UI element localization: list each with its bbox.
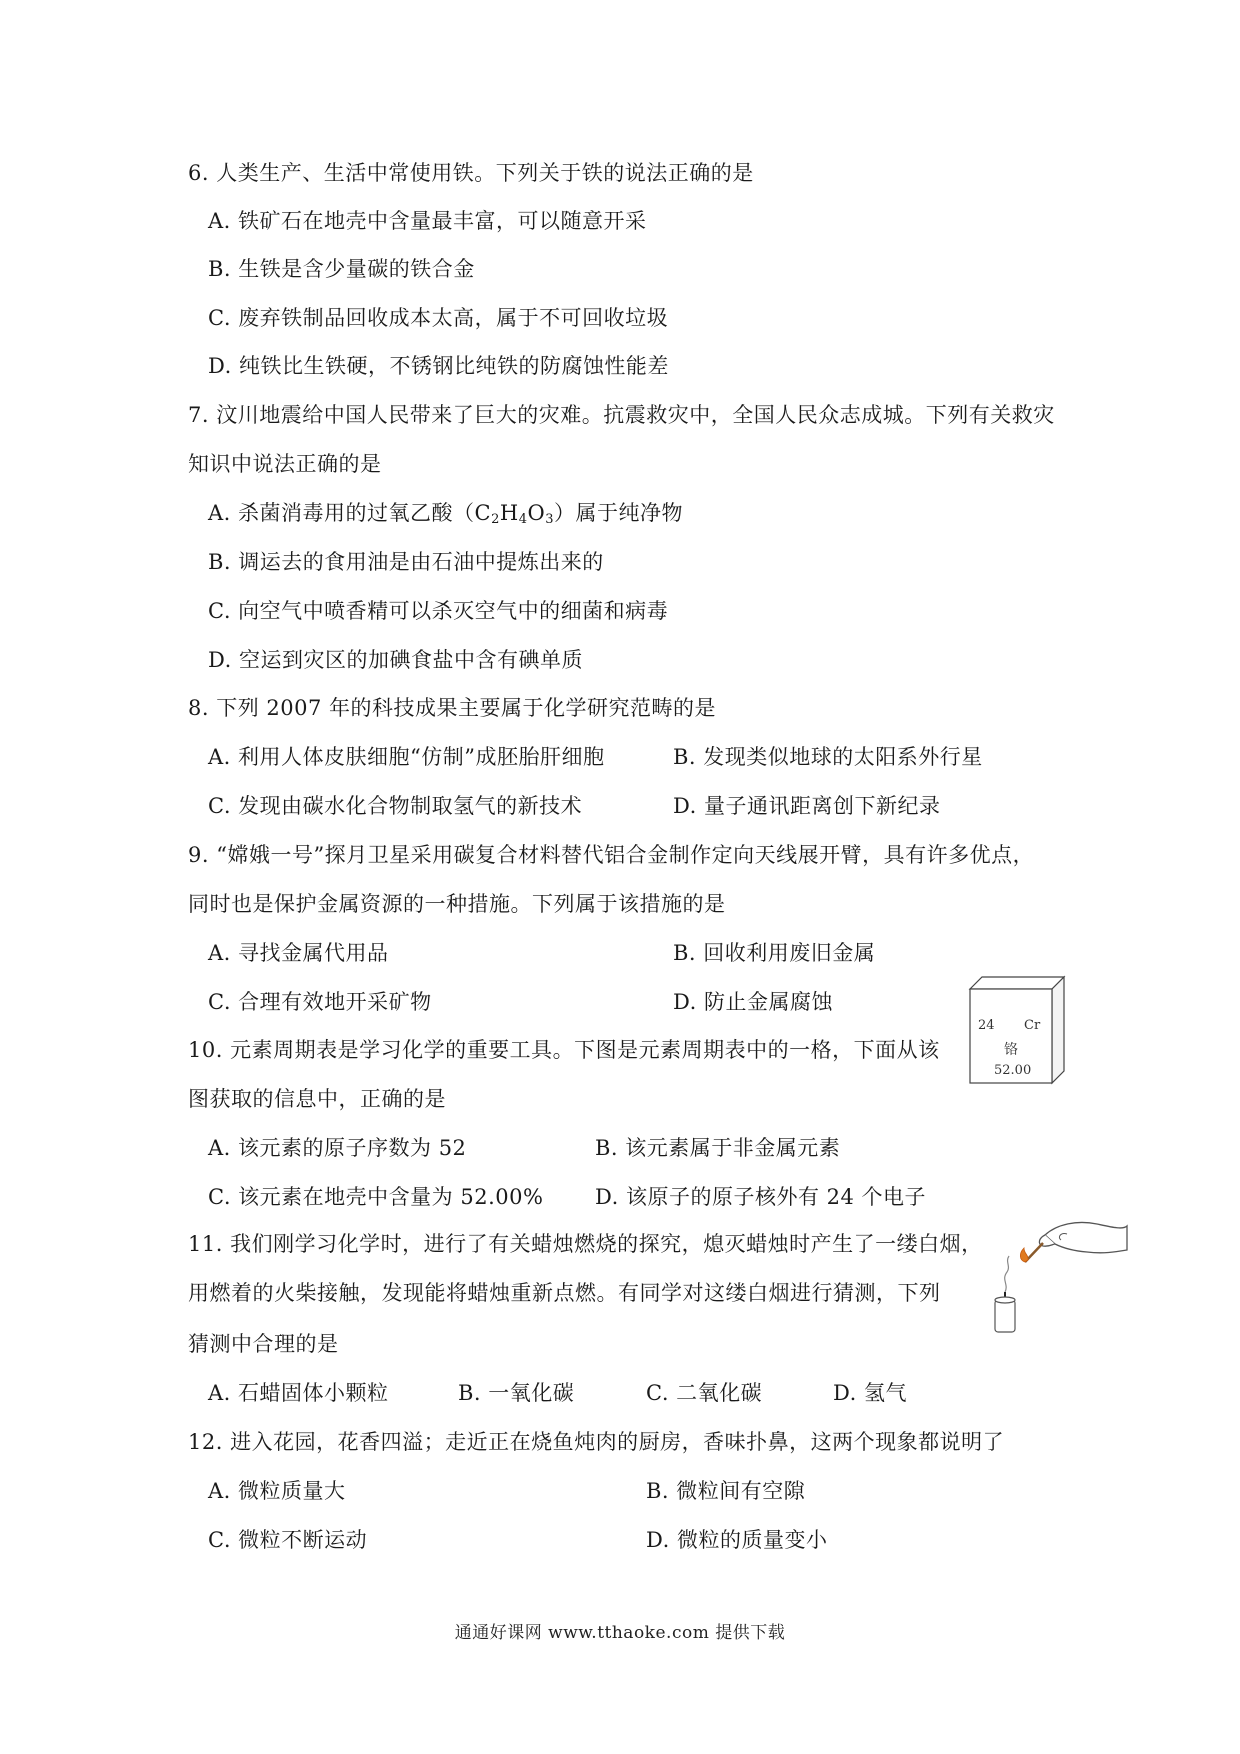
question-9-stem-cont: 同时也是保护金属资源的一种措施。下列属于该措施的是 [188, 892, 726, 916]
q7a-mid1: H [499, 501, 519, 525]
question-8-option-b: B. 发现类似地球的太阳系外行星 [673, 745, 983, 769]
question-7-stem-cont: 知识中说法正确的是 [188, 452, 382, 476]
question-7-stem: 7. 汶川地震给中国人民带来了巨大的灾难。抗震救灾中，全国人民众志成城。下列有关救灾 [188, 403, 1055, 427]
question-9-option-a: A. 寻找金属代用品 [208, 941, 389, 965]
question-8-stem: 8. 下列 2007 年的科技成果主要属于化学研究范畴的是 [188, 696, 717, 720]
question-11-stem-cont2: 猜测中合理的是 [188, 1332, 339, 1356]
question-12-option-b: B. 微粒间有空隙 [646, 1479, 806, 1503]
element-name: 铬 [1004, 1042, 1018, 1058]
page-footer: 通通好课网 www.tthaoke.com 提供下载 [454, 1623, 786, 1643]
q7a-mid2: O [527, 501, 546, 525]
question-11-option-d: D. 氢气 [833, 1381, 907, 1405]
element-symbol: Cr [1024, 1018, 1041, 1033]
question-7-option-a [208, 498, 683, 528]
question-12-option-a: A. 微粒质量大 [208, 1479, 346, 1503]
question-10-option-d: D. 该原子的原子核外有 24 个电子 [595, 1185, 927, 1209]
element-cell-figure [968, 975, 1066, 1085]
question-10-option-a: A. 该元素的原子序数为 52 [208, 1136, 467, 1160]
candle-match-icon [975, 1210, 1130, 1335]
question-9-option-b: B. 回收利用废旧金属 [673, 941, 876, 965]
question-9-stem: 9. “嫦娥一号”探月卫星采用碳复合材料替代铝合金制作定向天线展开臂，具有许多优点， [188, 843, 1035, 867]
question-6-option-c: C. 废弃铁制品回收成本太高，属于不可回收垃圾 [208, 306, 669, 330]
element-mass: 52.00 [994, 1063, 1032, 1078]
question-7-option-c: C. 向空气中喷香精可以杀灭空气中的细菌和病毒 [208, 599, 669, 623]
question-10-option-c: C. 该元素在地壳中含量为 52.00% [208, 1185, 544, 1209]
question-7-option-b: B. 调运去的食用油是由石油中提炼出来的 [208, 550, 604, 574]
question-10-option-b: B. 该元素属于非金属元素 [595, 1136, 841, 1160]
q7a-pre: A. 杀菌消毒用的过氧乙酸（C [208, 501, 492, 525]
question-11-option-a: A. 石蜡固体小颗粒 [208, 1381, 389, 1405]
question-11-option-b: B. 一氧化碳 [458, 1381, 575, 1405]
question-8-option-d: D. 量子通讯距离创下新纪录 [673, 794, 941, 818]
question-11-stem: 11. 我们刚学习化学时，进行了有关蜡烛燃烧的探究，熄灭蜡烛时产生了一缕白烟， [188, 1232, 983, 1256]
q7a-post: ）属于纯净物 [553, 501, 683, 525]
question-11-stem-cont: 用燃着的火柴接触，发现能将蜡烛重新点燃。有同学对这缕白烟进行猜测，下列 [188, 1281, 941, 1305]
question-8-option-a: A. 利用人体皮肤细胞“仿制”成胚胎肝细胞 [208, 745, 605, 769]
question-12-option-d: D. 微粒的质量变小 [646, 1528, 828, 1552]
q7a-sub3: 3 [545, 512, 554, 527]
candle-match-figure [975, 1210, 1130, 1335]
question-10-stem-cont: 图获取的信息中，正确的是 [188, 1087, 446, 1111]
question-11-option-c: C. 二氧化碳 [646, 1381, 763, 1405]
question-12-stem: 12. 进入花园，花香四溢；走近正在烧鱼炖肉的厨房，香味扑鼻，这两个现象都说明了 [188, 1430, 1005, 1454]
question-12-option-c: C. 微粒不断运动 [208, 1528, 368, 1552]
element-number: 24 [978, 1018, 995, 1033]
question-9-option-c: C. 合理有效地开采矿物 [208, 990, 432, 1014]
question-6-option-a: A. 铁矿石在地壳中含量最丰富，可以随意开采 [208, 209, 647, 233]
question-6-option-d: D. 纯铁比生铁硬，不锈钢比纯铁的防腐蚀性能差 [208, 354, 669, 378]
question-10-stem: 10. 元素周期表是学习化学的重要工具。下图是元素周期表中的一格，下面从该 [188, 1038, 940, 1062]
question-8-option-c: C. 发现由碳水化合物制取氢气的新技术 [208, 794, 583, 818]
question-7-option-d: D. 空运到灾区的加碘食盐中含有碘单质 [208, 648, 583, 672]
q7a-sub1: 2 [491, 512, 500, 527]
question-6-option-b: B. 生铁是含少量碳的铁合金 [208, 257, 475, 281]
question-9-option-d: D. 防止金属腐蚀 [673, 990, 833, 1014]
question-6-stem: 6. 人类生产、生活中常使用铁。下列关于铁的说法正确的是 [188, 161, 754, 185]
q7a-sub2: 4 [518, 512, 528, 527]
